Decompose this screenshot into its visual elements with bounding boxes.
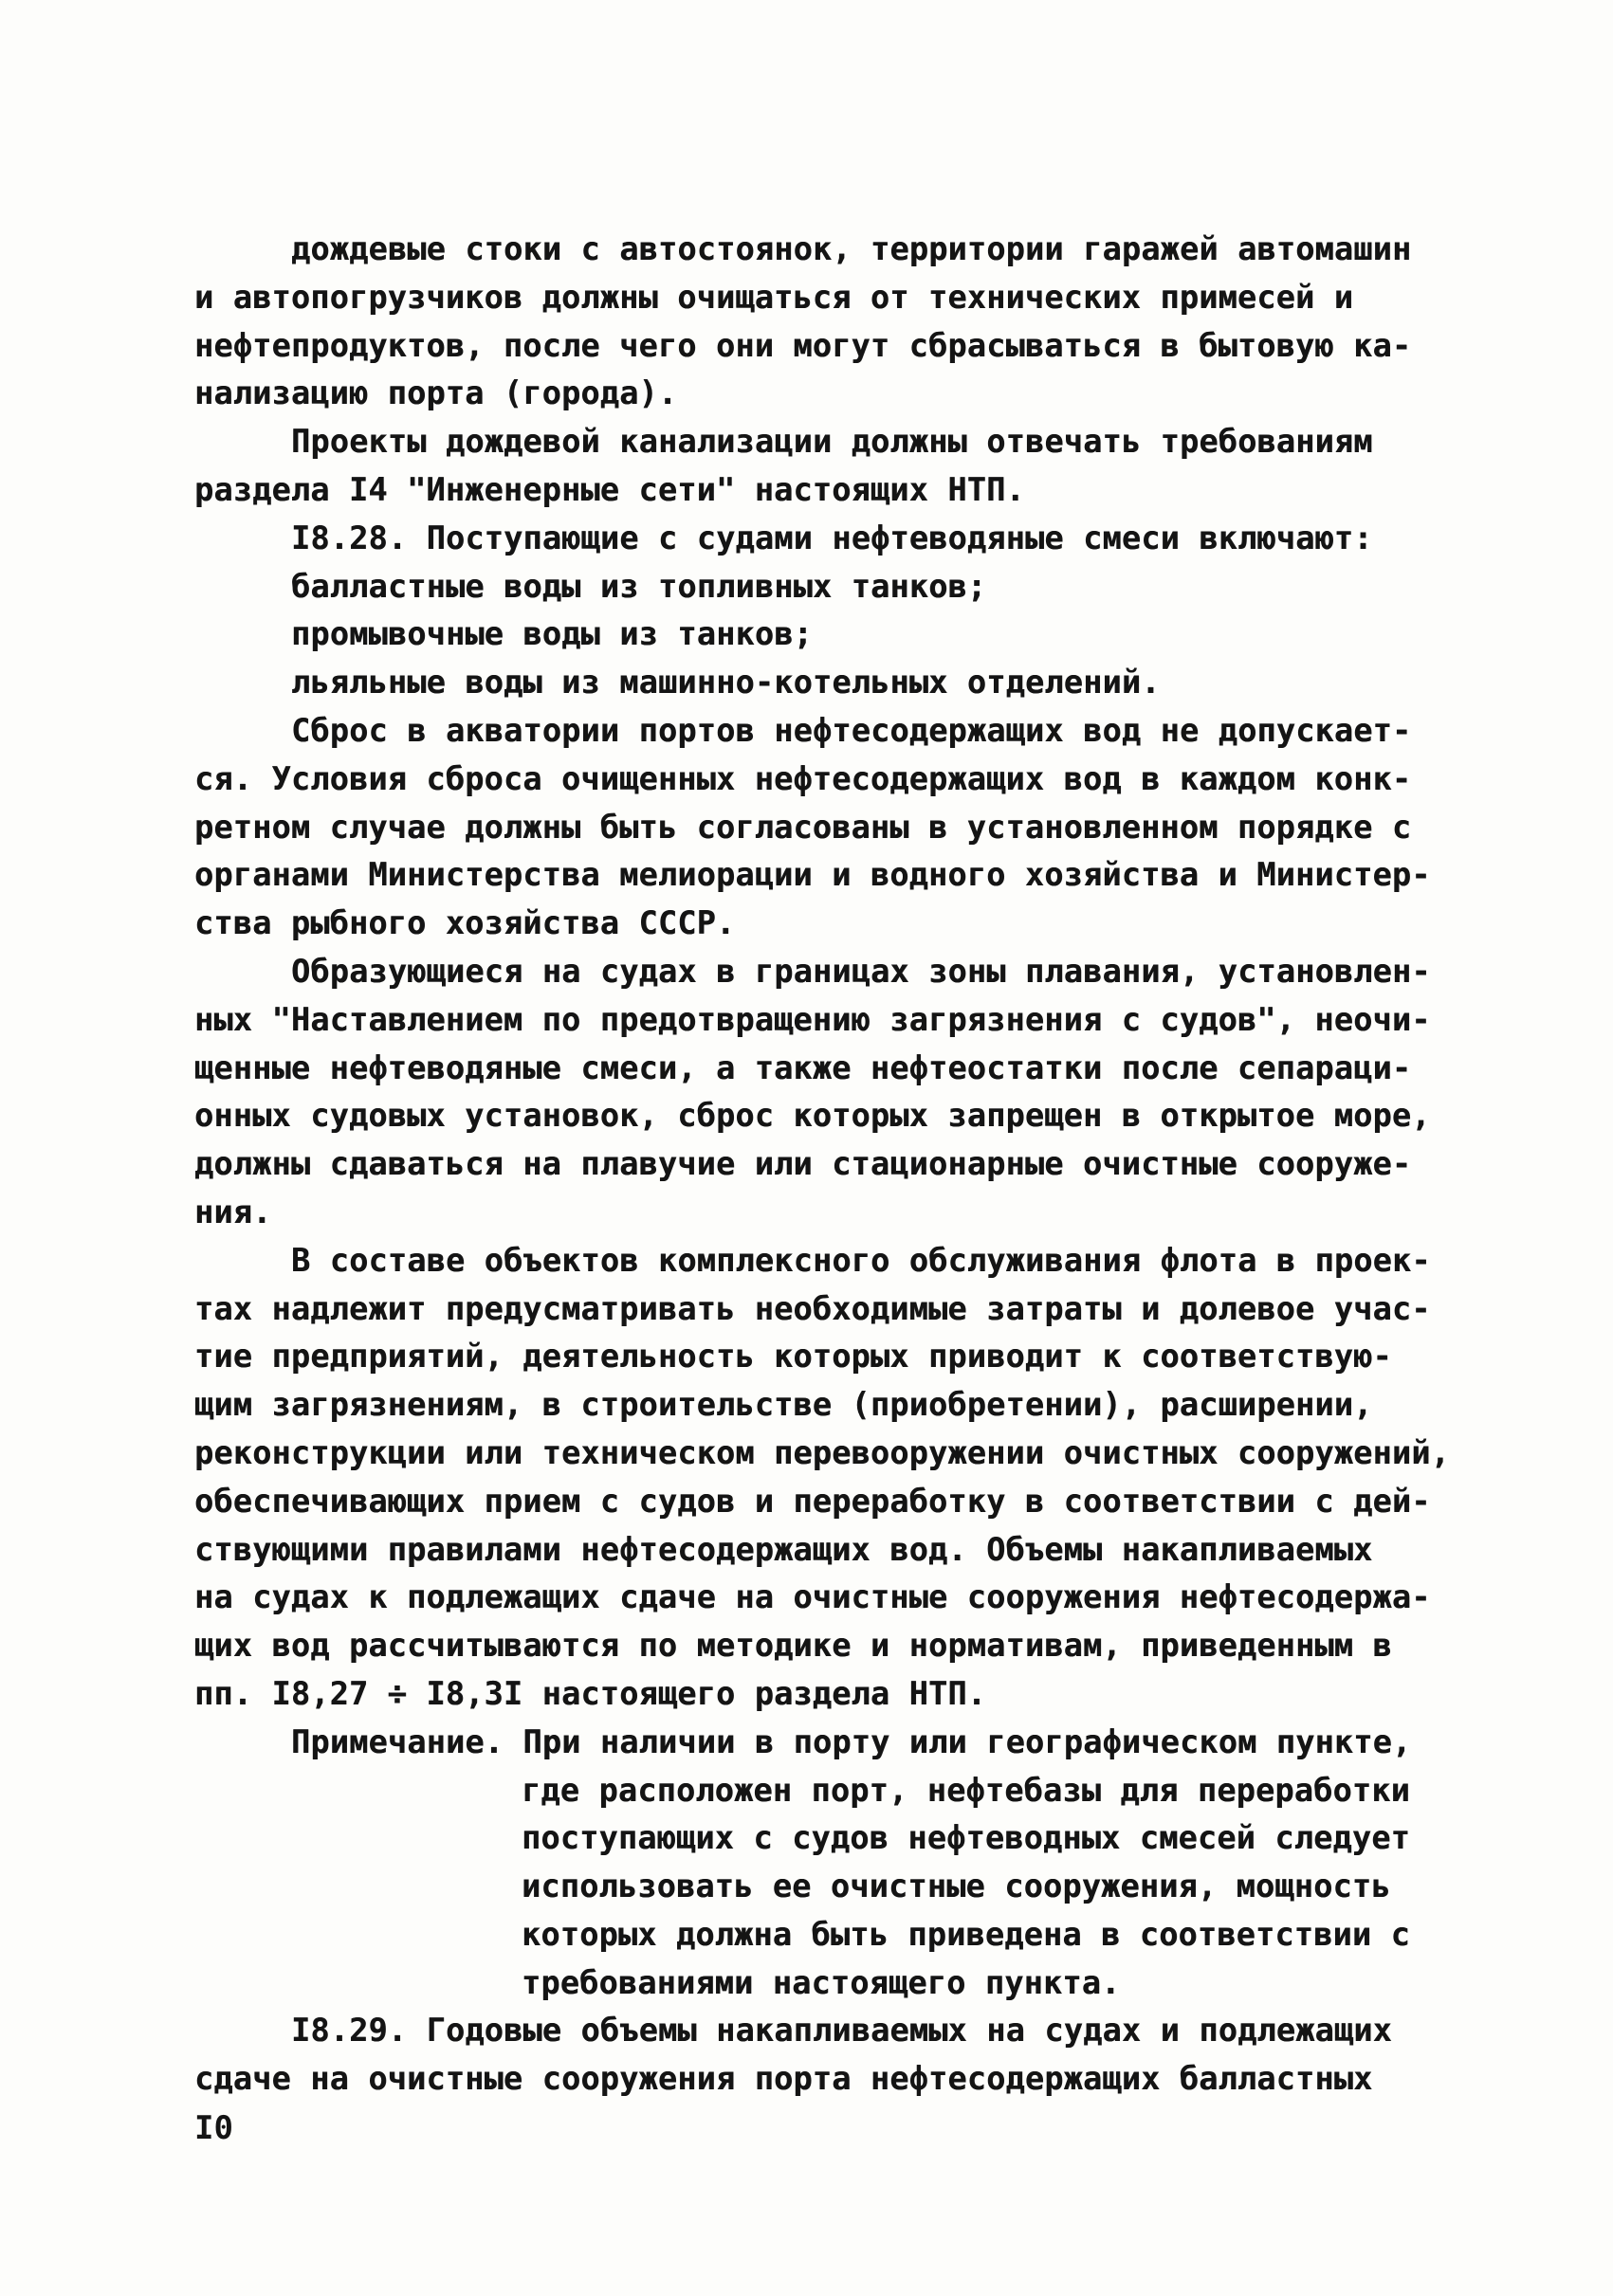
list-item: балластные воды из топливных танков; (291, 567, 987, 605)
note-line: Примечание. При наличии в порту или географическом пункте, (291, 1722, 1412, 1760)
note-line: где расположен порт, нефтебазы для переработки (522, 1771, 1410, 1809)
text-line: ных "Наставлением по предотвращению загрязнения с судов", неочи- (194, 1000, 1431, 1038)
list-item: промывочные воды из танков; (291, 615, 813, 653)
text-line: онных судовых установок, сброс которых запрещен в открытое море, (194, 1097, 1431, 1135)
text-line: тах надлежит предусматривать необходимые затраты и долевое учас- (194, 1289, 1431, 1327)
text-line: дождевые стоки с автостоянок, территории гаражей автомашин (291, 230, 1412, 267)
text-line: ства рыбного хозяйства СССР. (194, 904, 736, 942)
text-line: Образующиеся на судах в границах зоны плавания, установлен- (291, 952, 1431, 990)
text-line: нефтепродуктов, после чего они могут сбрасываться в бытовую ка- (194, 326, 1412, 364)
document-body (194, 226, 1450, 2104)
text-line: и автопогрузчиков должны очищаться от технических примесей и (194, 278, 1354, 316)
page-number: I0 (194, 2109, 233, 2147)
text-line: ствующими правилами нефтесодержащих вод. Объемы накапливаемых (194, 1530, 1373, 1568)
text-line: реконструкции или техническом перевооружении очистных сооружений, (194, 1433, 1450, 1471)
text-line: сдаче на очистные сооружения порта нефтесодержащих балластных (194, 2060, 1373, 2098)
text-line: на судах к подлежащих сдаче на очистные сооружения нефтесодержа- (194, 1578, 1431, 1616)
text-line: Сброс в акватории портов нефтесодержащих вод не допускает- (291, 711, 1412, 749)
text-line: пп. I8,27 ÷ I8,3I настоящего раздела НТП. (194, 1674, 987, 1712)
text-line: щим загрязнениям, в строительстве (приобретении), расширении, (194, 1386, 1373, 1424)
text-line: ретном случае должны быть согласованы в установленном порядке с (194, 808, 1412, 846)
text-line: щих вод рассчитываются по методике и нормативам, приведенным в (194, 1627, 1392, 1665)
text-line: Проекты дождевой канализации должны отвечать требованиям (291, 423, 1373, 461)
text-line: ся. Условия сброса очищенных нефтесодержащих вод в каждом конк- (194, 759, 1412, 797)
text-line: ния. (194, 1193, 272, 1230)
section-18-28-line: I8.28. Поступающие с судами нефтеводяные смеси включают: (291, 519, 1373, 556)
list-item: льяльные воды из машинно-котельных отделений. (291, 664, 1161, 702)
note-line: которых должна быть приведена в соответствии с (522, 1915, 1410, 1953)
note-line: требованиями настоящего пункта. (522, 1963, 1121, 2001)
text-line: органами Министерства мелиорации и водного хозяйства и Министер- (194, 856, 1431, 894)
note-line: поступающих с судов нефтеводных смесей следует (522, 1819, 1410, 1857)
text-line: обеспечивающих прием с судов и переработку в соответствии с дей- (194, 1482, 1431, 1520)
note-line: использовать ее очистные сооружения, мощность (522, 1868, 1391, 1905)
text-line: щенные нефтеводяные смеси, а также нефтеостатки после сепараци- (194, 1048, 1412, 1086)
text-line: В составе объектов комплексного обслуживания флота в проек- (291, 1241, 1431, 1279)
text-line: тие предприятий, деятельность которых приводит к соответствую- (194, 1338, 1392, 1376)
text-line: должны сдаваться на плавучие или стационарные очистные сооруже- (194, 1145, 1412, 1183)
text-line: раздела I4 "Инженерные сети" настоящих НТП. (194, 470, 1025, 508)
text-line: нализацию порта (города). (194, 374, 678, 412)
section-18-29-line: I8.29. Годовые объемы накапливаемых на судах и подлежащих (291, 2012, 1393, 2050)
